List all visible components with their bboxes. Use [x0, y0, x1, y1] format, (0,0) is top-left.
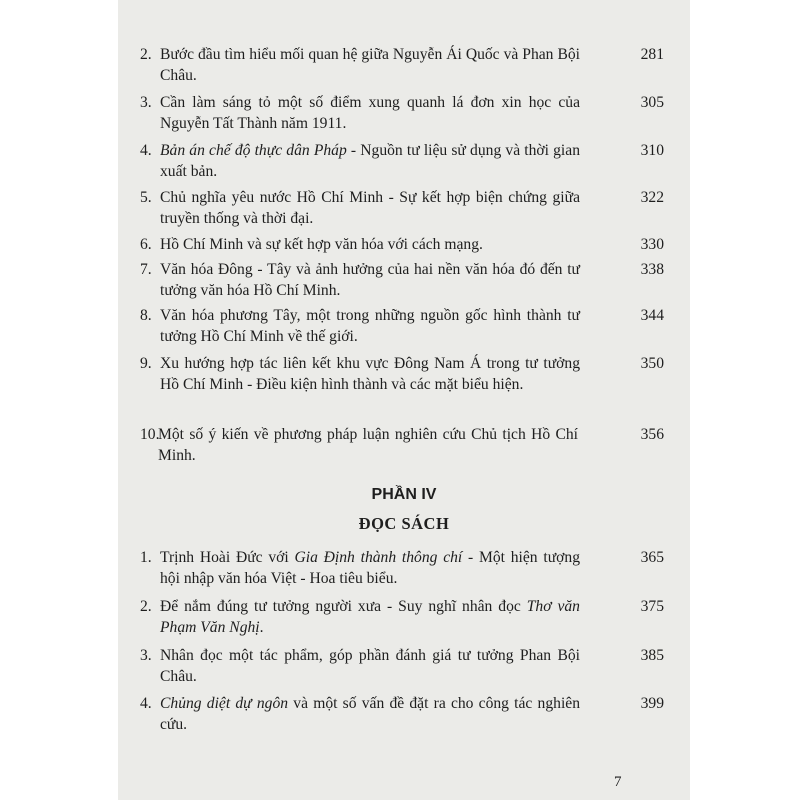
entry-number: 4. — [140, 695, 152, 712]
entry-title-part: Nhân đọc một tác phẩm, góp phần đánh giá tư tưởng Phan Bội Châu. — [160, 647, 580, 685]
entry-title-part: Để nắm đúng tư tưởng người xưa - Suy nghĩ nhân đọc — [160, 598, 527, 615]
entry-number: 4. — [140, 142, 152, 159]
entry-page-number: 338 — [640, 261, 664, 278]
entry-title-italic: Bản án chế độ thực dân Pháp — [160, 142, 347, 159]
entry-title — [160, 353, 580, 395]
entry-page-number: 310 — [640, 142, 664, 159]
entry-number: 9. — [140, 355, 152, 372]
entry-number: 2. — [140, 598, 152, 615]
entry-number: 6. — [140, 236, 152, 253]
entry-title — [160, 187, 580, 229]
entry-title-part: Chủ nghĩa yêu nước Hồ Chí Minh - Sự kết hợp biện chứng giữa truyền thống và thời đại. — [160, 189, 580, 227]
entry-title-italic: Chủng diệt dự ngôn — [160, 695, 289, 712]
entry-title-part: Hồ Chí Minh và sự kết hợp văn hóa với cách mạng. — [160, 236, 483, 253]
entry-title-part: - Một hiện tượng hội nhập văn hóa Việt - Hoa tiêu biểu. — [160, 549, 580, 587]
entry-title-part: và một số vấn đề đặt ra cho công tác nghiên cứu. — [160, 695, 580, 733]
table-of-contents — [118, 0, 690, 800]
entry-page-number: 305 — [640, 94, 664, 111]
entry-title — [160, 234, 580, 255]
entry-title-part: . — [259, 619, 264, 636]
entry-title-part: - Nguồn tư liệu sử dụng và thời gian xuất bản. — [160, 142, 580, 180]
entry-number: 10. — [140, 426, 160, 443]
entry-title — [160, 92, 580, 134]
part-heading: PHẦN IV — [371, 486, 437, 503]
entry-title — [160, 645, 580, 687]
entry-page-number: 385 — [640, 647, 664, 664]
entry-number: 3. — [140, 647, 152, 664]
entry-title-part: Xu hướng hợp tác liên kết khu vực Đông Nam Á trong tư tưởng Hồ Chí Minh - Điều kiện hình thành và các mặt biểu hiện. — [160, 355, 580, 393]
entry-page-number: 322 — [640, 189, 664, 206]
part-subheading: ĐỌC SÁCH — [358, 514, 450, 533]
entry-title — [160, 140, 580, 182]
entry-page-number: 365 — [640, 549, 664, 566]
book-page — [118, 0, 690, 800]
entry-title-italic: Thơ văn Phạm Văn Nghị — [160, 598, 580, 636]
entry-number: 7. — [140, 261, 152, 278]
entry-title-part: Văn hóa phương Tây, một trong những nguồn gốc hình thành tư tưởng Hồ Chí Minh về thế giới. — [160, 307, 580, 345]
entry-page-number: 350 — [640, 355, 664, 372]
entry-page-number: 375 — [640, 598, 664, 615]
entry-title — [160, 305, 580, 347]
entry-title-italic: Gia Định thành thông chí — [294, 549, 463, 566]
entry-title — [158, 424, 578, 466]
entry-title — [160, 596, 580, 638]
entry-title-part: Bước đầu tìm hiểu mối quan hệ giữa Nguyễn Ái Quốc và Phan Bội Châu. — [160, 46, 580, 84]
entry-title — [160, 44, 580, 86]
entry-page-number: 281 — [640, 46, 664, 63]
entry-page-number: 399 — [640, 695, 664, 712]
entry-title — [160, 693, 580, 735]
entry-page-number: 356 — [640, 426, 664, 443]
entry-title-part: Cần làm sáng tỏ một số điểm xung quanh lá đơn xin học của Nguyễn Tất Thành năm 1911. — [160, 94, 580, 132]
entry-title — [160, 547, 580, 589]
entry-number: 2. — [140, 46, 152, 63]
page-folio-number: 7 — [614, 774, 622, 790]
entry-title-part: Một số ý kiến về phương pháp luận nghiên cứu Chủ tịch Hồ Chí Minh. — [158, 426, 578, 464]
entry-title-part: Văn hóa Đông - Tây và ảnh hưởng của hai nền văn hóa đó đến tư tưởng văn hóa Hồ Chí Minh. — [160, 261, 580, 299]
entry-title-part: Trịnh Hoài Đức với — [160, 549, 295, 566]
entry-number: 3. — [140, 94, 152, 111]
entry-number: 5. — [140, 189, 152, 206]
entry-number: 1. — [140, 549, 152, 566]
entry-page-number: 330 — [640, 236, 664, 253]
entry-page-number: 344 — [640, 307, 664, 324]
entry-title — [160, 259, 580, 301]
entry-number: 8. — [140, 307, 152, 324]
